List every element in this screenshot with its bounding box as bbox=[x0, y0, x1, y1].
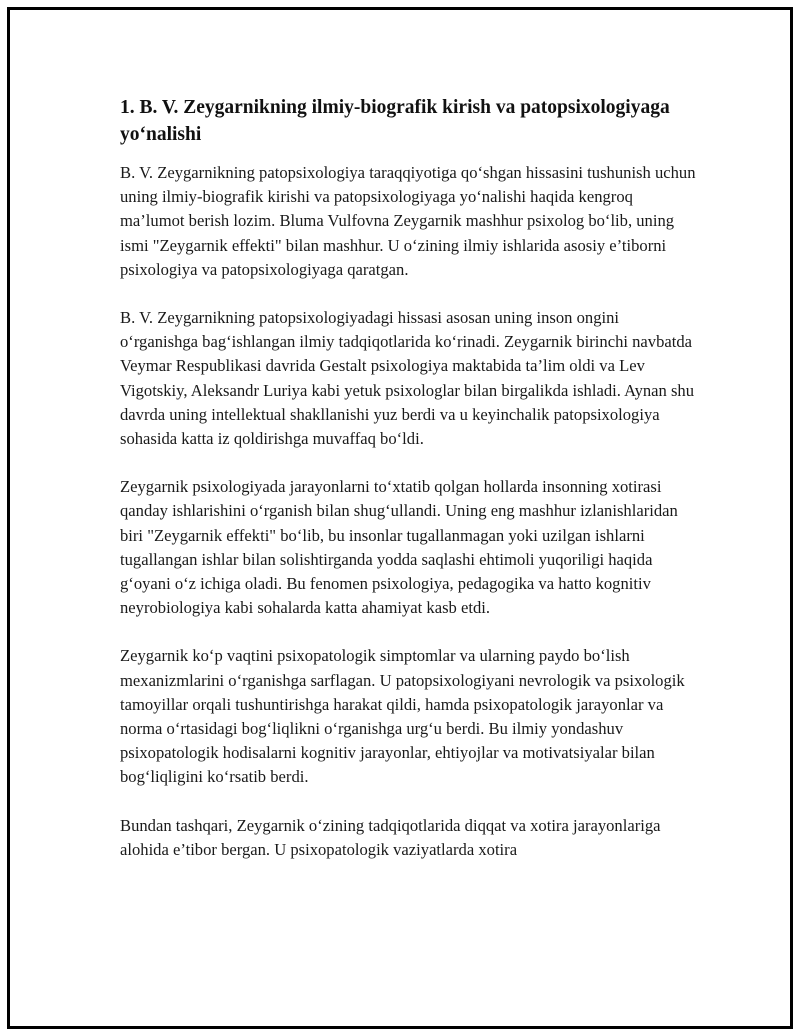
paragraph-4: Zeygarnik ko‘p vaqtini psixopatologik simptomlar va ularning paydo bo‘lish mexanizmlarini o‘rganishga sarflagan. U patopsixologiyani nevrologik va psixologik tamoyillar orqali tushuntirishga harakat qildi, hamda psixopatologik jarayonlar va norma o‘rtasidagi bog‘liqlikni o‘rganishga urg‘u berdi. Bu ilmiy yondashuv psixopatologik hodisalarni kognitiv jarayonlar, ehtiyojlar va motivatsiyalar bilan bog‘liqligini ko‘rsatib berdi. bbox=[120, 646, 685, 787]
document-body bbox=[120, 94, 700, 886]
paragraph-5: Bundan tashqari, Zeygarnik o‘zining tadqiqotlarida diqqat va xotira jarayonlariga alohida e’tibor bergan. U psixopatologik vaziyatlarda xotira bbox=[120, 815, 661, 859]
page-frame bbox=[7, 7, 793, 1029]
paragraph-2: B. V. Zeygarnikning patopsixologiyadagi hissasi asosan uning inson ongini o‘rganishga bag‘ishlangan ilmiy tadqiqotlarida ko‘rinadi. Zeygarnik birinchi navbatda Veymar Respublikasi davrida Gestalt psixologiya maktabida ta’lim oldi va Lev Vigotskiy, Aleksandr Luriya kabi yetuk psixologlar bilan birgalikda ishladi. Aynan shu davrda uning intellektual shakllanishi yuz berdi va u keyinchalik patopsixologiya sohasida katta iz qoldirishga muvaffaq bo‘ldi. bbox=[120, 308, 695, 449]
paragraph-3: Zeygarnik psixologiyada jarayonlarni to‘xtatib qolgan hollarda insonning xotirasi qanday ishlarishini o‘rganish bilan shug‘ullandi. Uning eng mashhur izlanishlaridan biri "Zeygarnik effekti" bo‘lib, bu insonlar tugallanmagan yoki uzilgan ishlarni tugallangan ishlar bilan solishtirganda yodda saqlashi ehtimoli yuqoriligi haqida g‘oyani o‘z ichiga oladi. Bu fenomen psixologiya, pedagogika va hatto kognitiv neyrobiologiya kabi sohalarda katta ahamiyat kasb etdi. bbox=[120, 477, 678, 618]
paragraph-1: B. V. Zeygarnikning patopsixologiya taraqqiyotiga qo‘shgan hissasini tushunish uchun uning ilmiy-biografik kirishi va patopsixologiyaga yo‘nalishi haqida kengroq ma’lumot berish lozim. Bluma Vulfovna Zeygarnik mashhur psixolog bo‘lib, uning ismi "Zeygarnik effekti" bilan mashhur. U o‘zining ilmiy ishlarida asosiy e’tiborni psixologiya va patopsixologiyaga qaratgan. bbox=[120, 163, 696, 279]
section-heading: 1. B. V. Zeygarnikning ilmiy-biografik kirish va patopsixologiyaga yo‘nalishi bbox=[120, 97, 670, 145]
